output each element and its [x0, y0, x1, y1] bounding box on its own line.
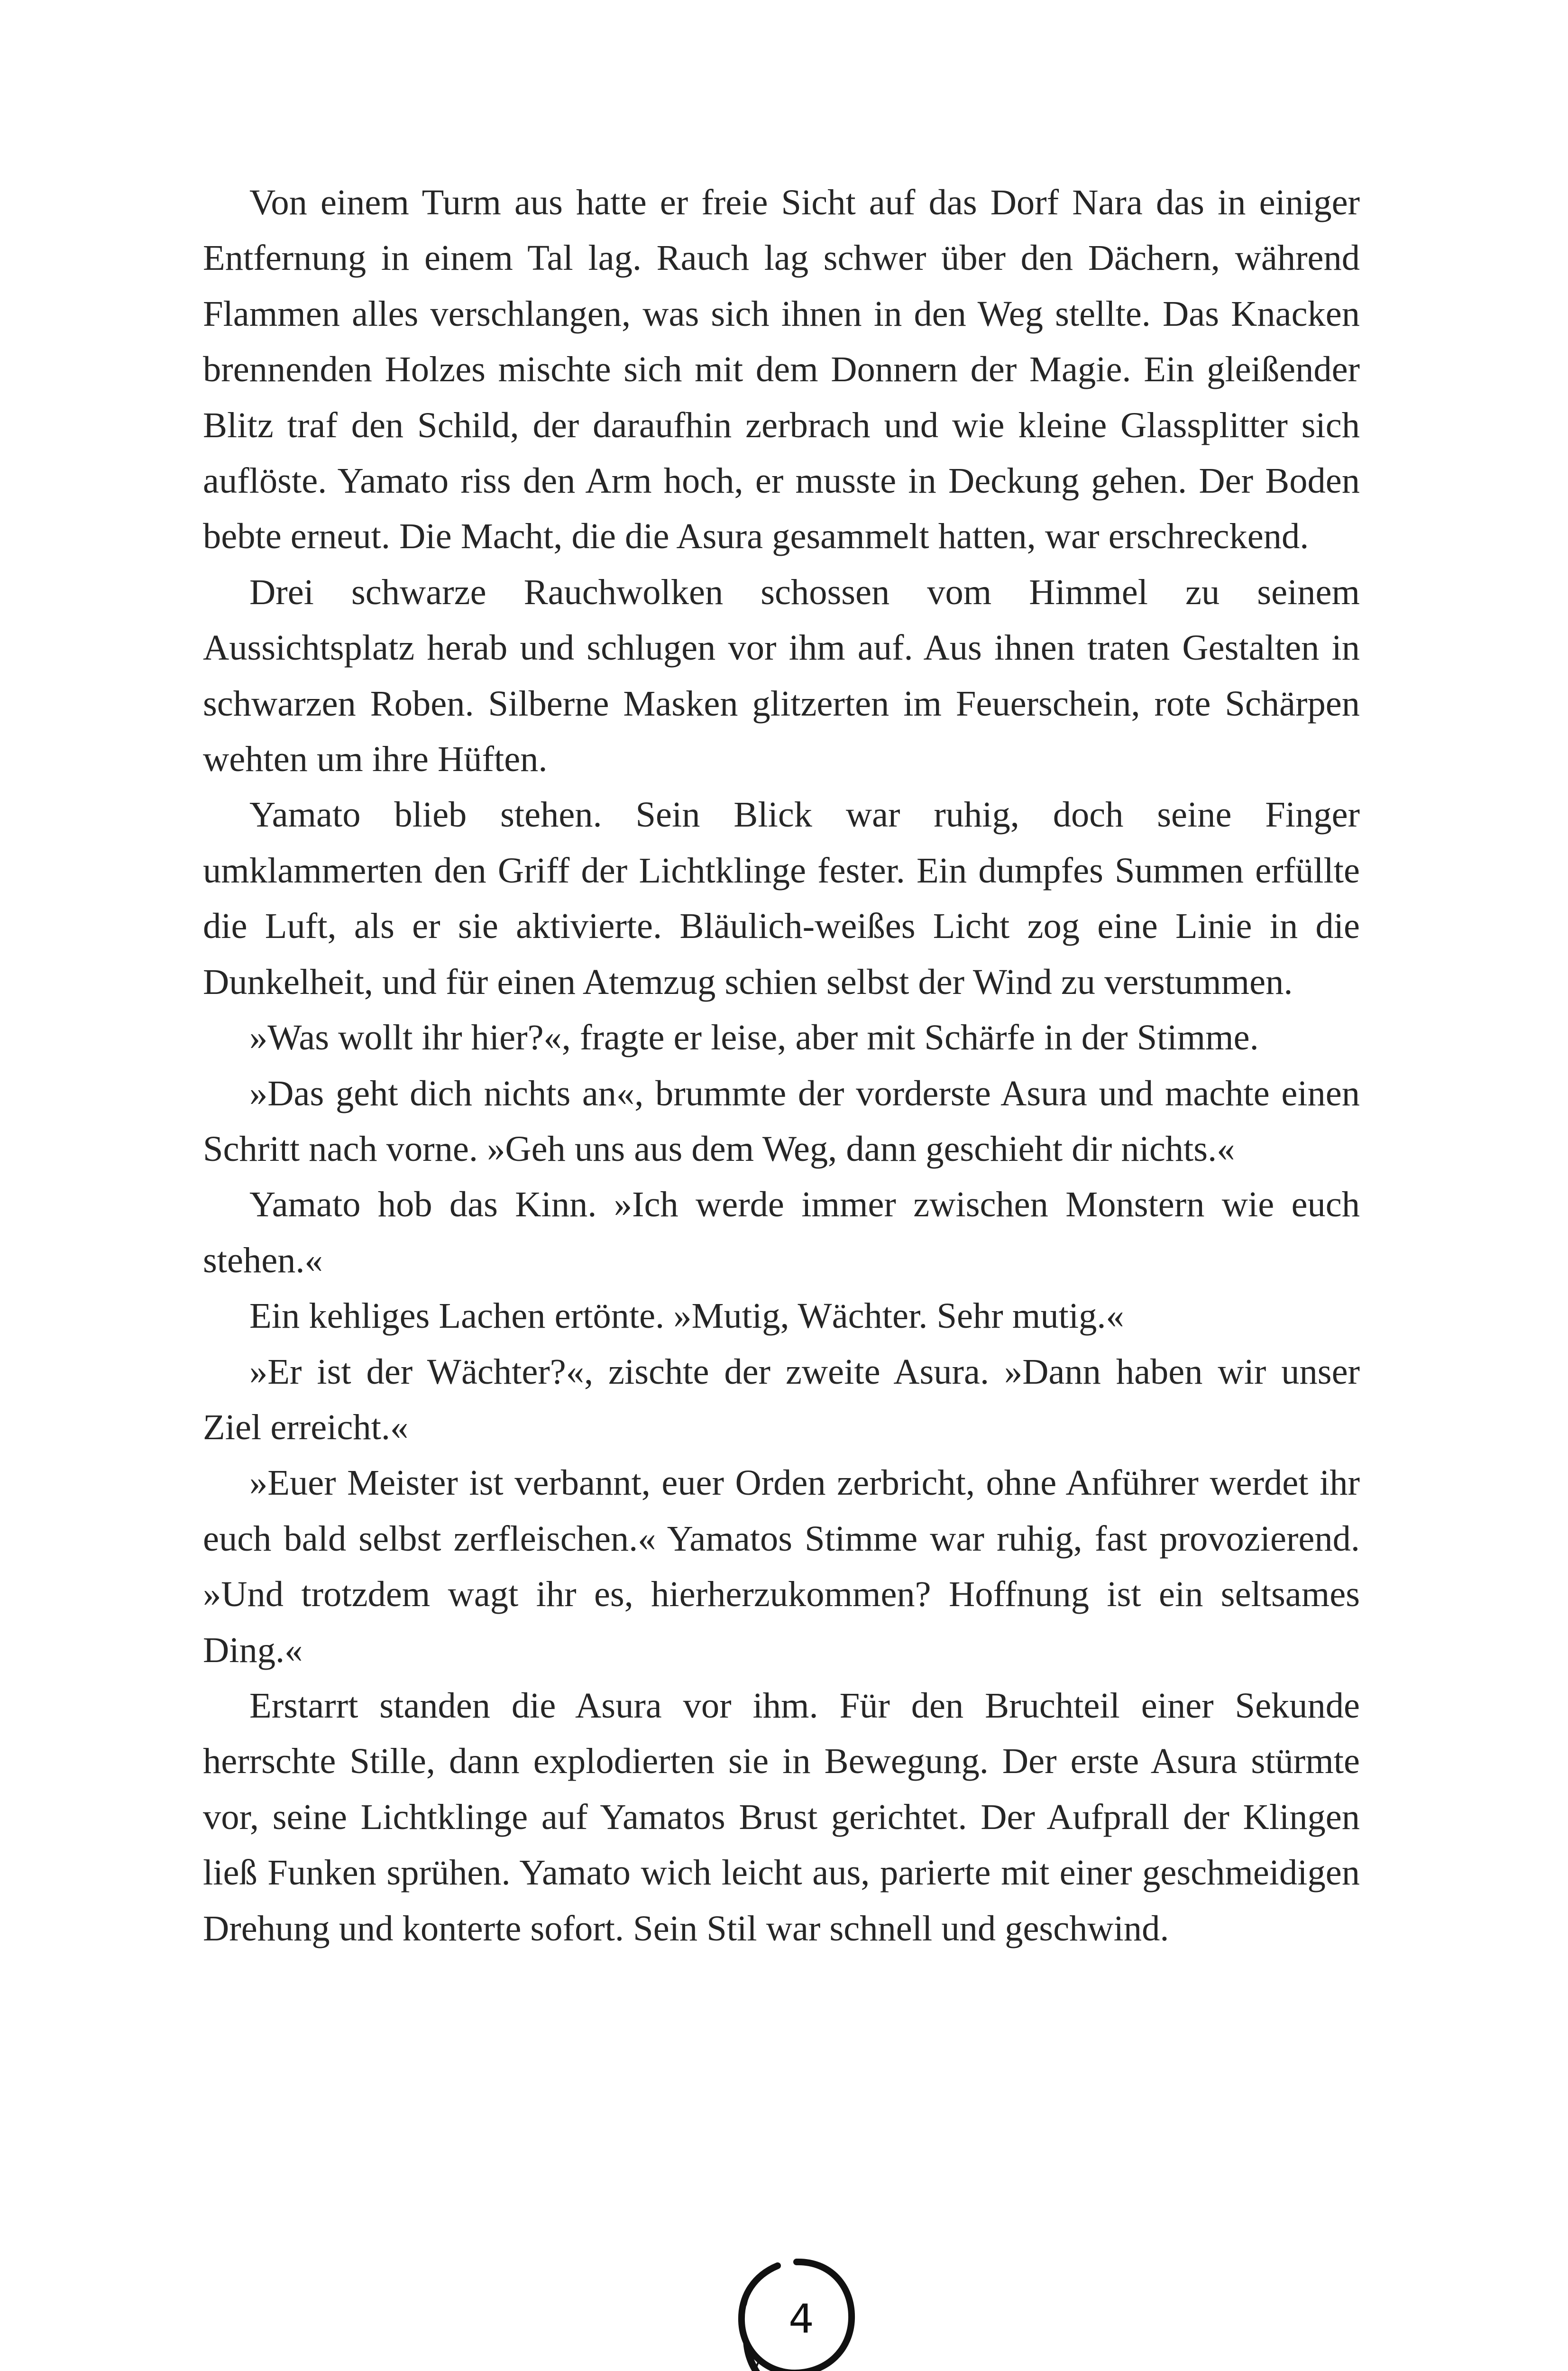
- paragraph: Yamato blieb stehen. Sein Blick war ruhig, doch seine Finger umklammerten den Griff der Lichtklinge fester. Ein dumpfes Summen erfüllte die Luft, als er sie aktivierte. Bläulich-weißes Licht zog eine Linie in die Dunkelheit, und für einen Atemzug schien selbst der Wind zu verstummen.: [203, 794, 1360, 1002]
- paragraph: Yamato hob das Kinn. »Ich werde immer zwischen Monstern wie euch stehen.«: [203, 1184, 1360, 1280]
- paragraph: Ein kehliges Lachen ertönte. »Mutig, Wächter. Sehr mutig.«: [249, 1296, 1124, 1336]
- paragraph: Von einem Turm aus hatte er freie Sicht auf das Dorf Nara das in einiger Entfernung in einem Tal lag. Rauch lag schwer über den Dächern, während Flammen alles verschlangen, was sich ihnen in den Weg stellte. Das Knacken brennenden Holzes mischte sich mit dem Donnern der Magie. Ein gleißender Blitz traf den Schild, der daraufhin zerbrach und wie kleine Glassplitter sich auflöste. Yamato riss den Arm hoch, er musste in Deckung gehen. Der Boden bebte erneut. Die Macht, die die Asura gesammelt hatten, war erschreckend.: [203, 182, 1360, 557]
- paragraph: »Das geht dich nichts an«, brummte der vorderste Asura und machte einen Schritt nach vorne. »Geh uns aus dem Weg, dann geschieht dir nichts.«: [203, 1073, 1360, 1169]
- paragraph: Erstarrt standen die Asura vor ihm. Für den Bruchteil einer Sekunde herrschte Stille, dann explodierten sie in Bewegung. Der erste Asura stürmte vor, seine Lichtklinge auf Yamatos Brust gerichtet. Der Aufprall der Klingen ließ Funken sprühen. Yamato wich leicht aus, parierte mit einer geschmeidigen Drehung und konterte sofort. Sein Stil war schnell und geschwind.: [203, 1685, 1360, 1948]
- body-text: [203, 175, 1360, 1956]
- page-number: 4: [789, 2296, 814, 2342]
- paragraph: »Euer Meister ist verbannt, euer Orden zerbricht, ohne Anführer werdet ihr euch bald selbst zerfleischen.« Yamatos Stimme war ruhig, fast provozierend. »Und trotzdem wagt ihr es, hierherzukommen? Hoffnung ist ein seltsames Ding.«: [203, 1462, 1360, 1670]
- paragraph: »Was wollt ihr hier?«, fragte er leise, aber mit Schärfe in der Stimme.: [249, 1017, 1259, 1058]
- paragraph: »Er ist der Wächter?«, zischte der zweite Asura. »Dann haben wir unser Ziel erreicht.«: [203, 1351, 1360, 1447]
- paragraph: Drei schwarze Rauchwolken schossen vom Himmel zu seinem Aussichtsplatz herab und schlugen vor ihm auf. Aus ihnen traten Gestalten in schwarzen Roben. Silberne Masken glitzerten im Feuerschein, rote Schärpen wehten um ihre Hüften.: [203, 571, 1360, 780]
